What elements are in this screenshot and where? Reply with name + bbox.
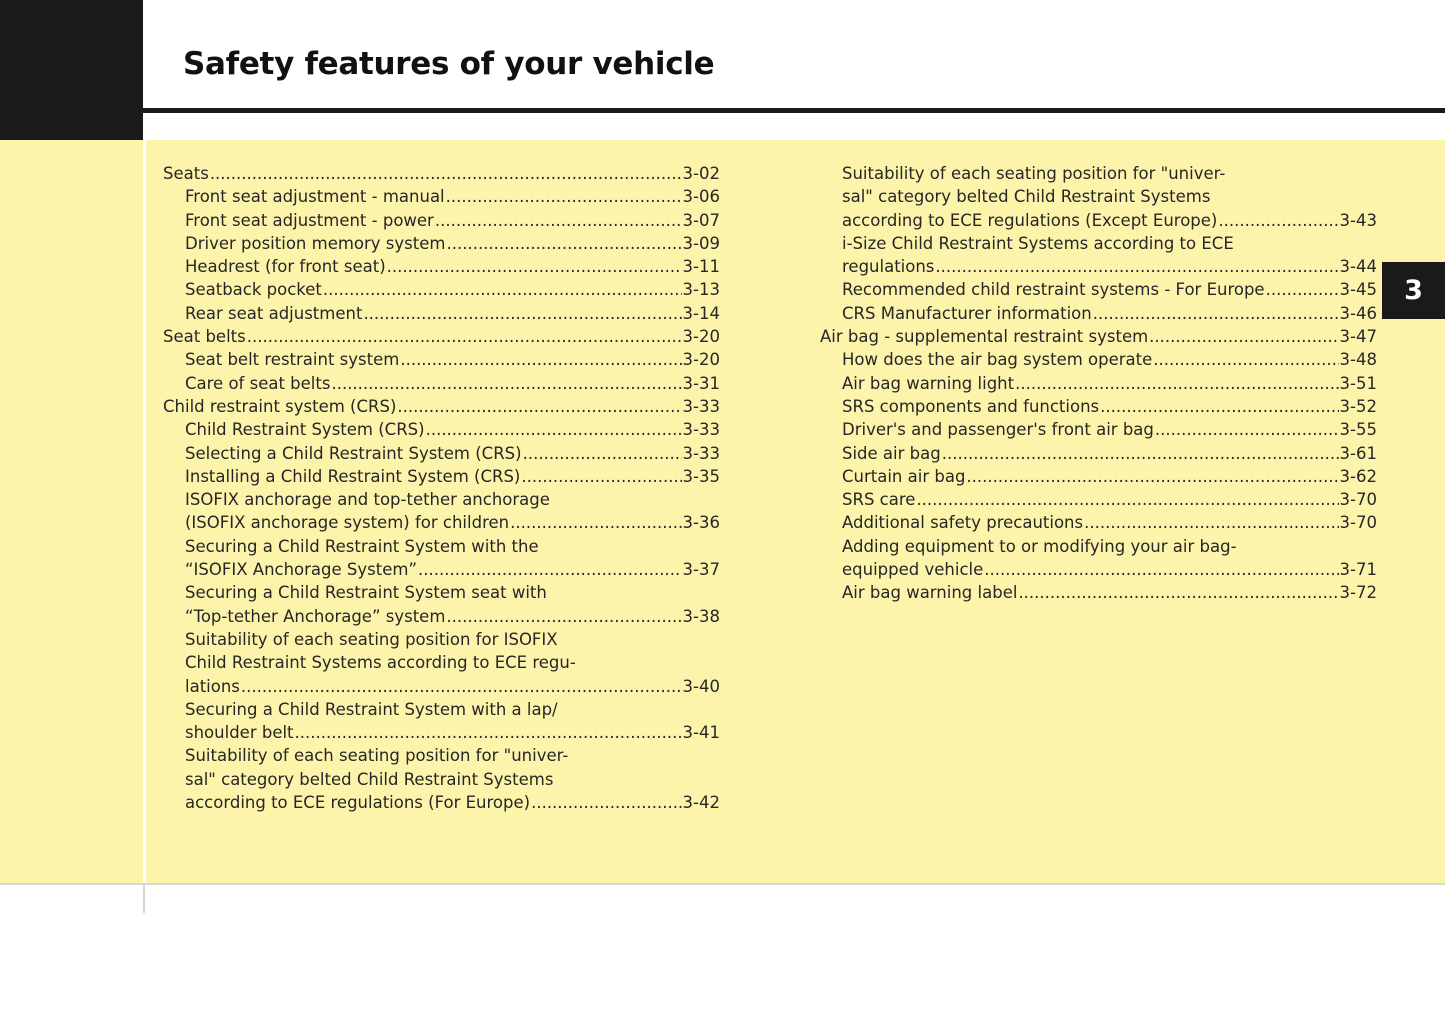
toc-entry[interactable] — [163, 232, 720, 255]
toc-entry[interactable] — [163, 535, 720, 558]
toc-entry-title: Securing a Child Restraint System with a lap/ — [185, 699, 558, 719]
toc-entry-title: Installing a Child Restraint System (CRS) — [185, 466, 521, 486]
toc-entry[interactable] — [163, 628, 720, 651]
toc-page-number: 3-09 — [682, 233, 720, 253]
toc-leader-dots — [435, 209, 682, 232]
toc-leader-dots — [446, 605, 681, 628]
toc-entry[interactable] — [820, 418, 1377, 441]
toc-entry[interactable] — [820, 325, 1377, 348]
toc-entry[interactable] — [820, 488, 1377, 511]
page-title: Safety features of your vehicle — [183, 46, 715, 82]
toc-leader-dots — [331, 372, 681, 395]
toc-entry[interactable] — [820, 442, 1377, 465]
toc-page-number: 3-71 — [1339, 560, 1377, 580]
toc-entry[interactable] — [163, 465, 720, 488]
toc-entry[interactable] — [163, 488, 720, 511]
toc-entry-title: “Top-tether Anchorage” system — [185, 606, 446, 626]
toc-entry-title: Securing a Child Restraint System seat with — [185, 583, 547, 603]
toc-entry[interactable] — [820, 511, 1377, 534]
toc-entry[interactable] — [163, 581, 720, 604]
toc-entry[interactable] — [163, 302, 720, 325]
toc-page-number: 3-14 — [682, 303, 720, 323]
toc-page-number: 3-11 — [682, 257, 720, 277]
toc-leader-dots — [521, 465, 681, 488]
toc-page-number: 3-46 — [1339, 303, 1377, 323]
toc-leader-dots — [363, 302, 681, 325]
toc-entry-title: Rear seat adjustment — [185, 303, 363, 323]
toc-leader-dots — [210, 162, 682, 185]
toc-page-number: 3-70 — [1339, 513, 1377, 533]
toc-page-number: 3-13 — [682, 280, 720, 300]
toc-page-number: 3-70 — [1339, 490, 1377, 510]
toc-page-number: 3-33 — [682, 443, 720, 463]
toc-entry[interactable] — [163, 278, 720, 301]
toc-entry[interactable] — [820, 535, 1377, 558]
toc-entry-title: Seat belts — [163, 327, 246, 347]
toc-entry[interactable] — [163, 395, 720, 418]
toc-entry[interactable] — [820, 278, 1377, 301]
toc-page-number: 3-31 — [682, 373, 720, 393]
toc-leader-dots — [523, 442, 682, 465]
toc-entry-title: Curtain air bag — [842, 466, 966, 486]
toc-page-number: 3-02 — [682, 164, 720, 183]
table-of-contents — [163, 162, 1377, 814]
toc-entry-title: Care of seat belts — [185, 373, 331, 393]
toc-entry-title: Seat belt restraint system — [185, 350, 400, 370]
toc-entry[interactable] — [820, 302, 1377, 325]
toc-page-number: 3-47 — [1339, 327, 1377, 347]
toc-entry[interactable] — [163, 511, 720, 534]
toc-entry[interactable] — [163, 791, 720, 814]
toc-entry[interactable] — [820, 162, 1377, 185]
toc-entry-title: CRS Manufacturer information — [842, 303, 1092, 323]
toc-entry-title: sal" category belted Child Restraint Systems — [842, 187, 1211, 207]
toc-entry-title: Adding equipment to or modifying your air bag- — [842, 536, 1237, 556]
toc-entry[interactable] — [163, 744, 720, 767]
toc-page-number: 3-43 — [1339, 210, 1377, 230]
toc-entry-title: shoulder belt — [185, 723, 294, 743]
toc-entry[interactable] — [163, 558, 720, 581]
toc-leader-dots — [446, 185, 682, 208]
toc-column-left — [163, 162, 720, 814]
toc-page-number: 3-07 — [682, 210, 720, 230]
toc-page-number: 3-62 — [1339, 466, 1377, 486]
toc-entry-title: Seatback pocket — [185, 280, 322, 300]
toc-entry[interactable] — [820, 465, 1377, 488]
toc-page-number: 3-51 — [1339, 373, 1377, 393]
toc-entry[interactable] — [820, 372, 1377, 395]
toc-leader-dots — [247, 325, 682, 348]
toc-entry-title: Child Restraint System (CRS) — [185, 420, 425, 440]
toc-entry[interactable] — [163, 372, 720, 395]
toc-page-number: 3-20 — [682, 350, 720, 370]
toc-leader-dots — [1155, 418, 1339, 441]
toc-leader-dots — [1149, 325, 1338, 348]
toc-entry-title: according to ECE regulations (Except Europe) — [842, 210, 1218, 230]
toc-entry[interactable] — [820, 348, 1377, 371]
toc-page-number: 3-55 — [1339, 420, 1377, 440]
toc-leader-dots — [935, 255, 1338, 278]
toc-entry-title: Child Restraint Systems according to ECE regu- — [185, 653, 576, 673]
toc-leader-dots — [510, 511, 681, 534]
toc-entry-title: SRS components and functions — [842, 396, 1100, 416]
toc-leader-dots — [1018, 581, 1338, 604]
toc-leader-dots — [387, 255, 682, 278]
left-gutter — [143, 113, 146, 883]
toc-entry-title: Suitability of each seating position for ISOFIX — [185, 629, 558, 649]
toc-page-number: 3-20 — [682, 327, 720, 347]
toc-page-number: 3-36 — [682, 513, 720, 533]
toc-column-right — [820, 162, 1377, 814]
toc-entry-title: (ISOFIX anchorage system) for children — [185, 513, 510, 533]
toc-leader-dots — [531, 791, 681, 814]
toc-page-number: 3-61 — [1339, 443, 1377, 463]
toc-entry[interactable] — [820, 255, 1377, 278]
toc-leader-dots — [1266, 278, 1339, 301]
toc-entry-title: Seats — [163, 164, 209, 183]
toc-entry[interactable] — [163, 418, 720, 441]
toc-entry-title: Additional safety precautions — [842, 513, 1084, 533]
toc-leader-dots — [446, 232, 681, 255]
toc-entry[interactable] — [163, 325, 720, 348]
toc-entry[interactable] — [163, 255, 720, 278]
toc-leader-dots — [1084, 511, 1338, 534]
toc-leader-dots — [1093, 302, 1339, 325]
toc-entry-title: regulations — [842, 257, 935, 277]
toc-entry-title: according to ECE regulations (For Europe) — [185, 793, 531, 813]
toc-leader-dots — [966, 465, 1338, 488]
toc-entry-title: i-Size Child Restraint Systems according to ECE — [842, 233, 1234, 253]
toc-leader-dots — [400, 348, 681, 371]
toc-entry[interactable] — [820, 581, 1377, 604]
toc-entry-title: SRS care — [842, 490, 916, 510]
chapter-tab: 3 — [1382, 262, 1445, 319]
toc-entry[interactable] — [163, 698, 720, 721]
toc-leader-dots — [1218, 209, 1338, 232]
toc-entry-title: equipped vehicle — [842, 560, 984, 580]
toc-leader-dots — [1153, 348, 1338, 371]
toc-page-number: 3-38 — [682, 606, 720, 626]
toc-entry[interactable] — [820, 395, 1377, 418]
toc-entry-title: Air bag warning light — [842, 373, 1015, 393]
toc-page-number: 3-42 — [682, 793, 720, 813]
toc-entry-title: “ISOFIX Anchorage System” — [185, 560, 417, 580]
toc-entry-title: Securing a Child Restraint System with the — [185, 536, 539, 556]
toc-leader-dots — [241, 675, 682, 698]
toc-leader-dots — [1015, 372, 1338, 395]
toc-entry[interactable] — [163, 209, 720, 232]
toc-entry-title: How does the air bag system operate — [842, 350, 1153, 370]
toc-entry-title: Driver's and passenger's front air bag — [842, 420, 1154, 440]
toc-page-number: 3-37 — [682, 560, 720, 580]
toc-entry[interactable] — [163, 675, 720, 698]
toc-entry-title: Suitability of each seating position for "univer- — [185, 746, 569, 766]
toc-entry-title: Air bag warning label — [842, 583, 1018, 603]
toc-leader-dots — [397, 395, 681, 418]
toc-entry[interactable] — [163, 651, 720, 674]
toc-page-number: 3-33 — [682, 396, 720, 416]
toc-entry[interactable] — [163, 768, 720, 791]
toc-page-number: 3-44 — [1339, 257, 1377, 277]
toc-page-number: 3-33 — [682, 420, 720, 440]
toc-entry[interactable] — [163, 721, 720, 744]
toc-entry-title: Child restraint system (CRS) — [163, 396, 397, 416]
toc-entry-title: Suitability of each seating position for "univer- — [842, 164, 1226, 183]
toc-leader-dots — [295, 721, 682, 744]
footer-divider — [0, 883, 1445, 885]
header-divider — [143, 108, 1445, 113]
toc-leader-dots — [418, 558, 682, 581]
toc-entry-title: Recommended child restraint systems - For Europe — [842, 280, 1265, 300]
toc-page-number: 3-72 — [1339, 583, 1377, 603]
toc-entry-title: sal" category belted Child Restraint Systems — [185, 769, 554, 789]
footer-divider-vertical — [143, 883, 145, 913]
toc-page-number: 3-45 — [1339, 280, 1377, 300]
toc-entry[interactable] — [163, 162, 720, 185]
toc-leader-dots — [426, 418, 682, 441]
toc-leader-dots — [323, 278, 682, 301]
page-footer-area — [0, 883, 1445, 1019]
toc-entry-title: Driver position memory system — [185, 233, 446, 253]
toc-entry-title: Front seat adjustment - power — [185, 210, 434, 230]
toc-entry-title: Air bag - supplemental restraint system — [820, 327, 1149, 347]
toc-leader-dots — [1100, 395, 1338, 418]
corner-decoration-block — [0, 0, 143, 140]
toc-leader-dots — [916, 488, 1338, 511]
toc-entry-title: lations — [185, 676, 240, 696]
toc-page-number: 3-40 — [682, 676, 720, 696]
toc-page-number: 3-41 — [682, 723, 720, 743]
toc-entry[interactable] — [820, 185, 1377, 208]
toc-leader-dots — [984, 558, 1338, 581]
toc-entry[interactable] — [820, 209, 1377, 232]
toc-entry-title: ISOFIX anchorage and top-tether anchorage — [185, 490, 550, 510]
toc-page-number: 3-06 — [682, 187, 720, 207]
toc-page-number: 3-48 — [1339, 350, 1377, 370]
toc-page-number: 3-35 — [682, 466, 720, 486]
toc-entry[interactable] — [163, 605, 720, 628]
toc-entry[interactable] — [163, 442, 720, 465]
toc-entry-title: Side air bag — [842, 443, 941, 463]
toc-entry-title: Headrest (for front seat) — [185, 257, 386, 277]
toc-entry[interactable] — [163, 348, 720, 371]
toc-entry[interactable] — [820, 232, 1377, 255]
toc-page-number: 3-52 — [1339, 396, 1377, 416]
toc-entry[interactable] — [163, 185, 720, 208]
toc-entry[interactable] — [820, 558, 1377, 581]
toc-leader-dots — [942, 442, 1339, 465]
toc-entry-title: Front seat adjustment - manual — [185, 187, 445, 207]
page-header — [143, 0, 1445, 112]
toc-entry-title: Selecting a Child Restraint System (CRS) — [185, 443, 522, 463]
